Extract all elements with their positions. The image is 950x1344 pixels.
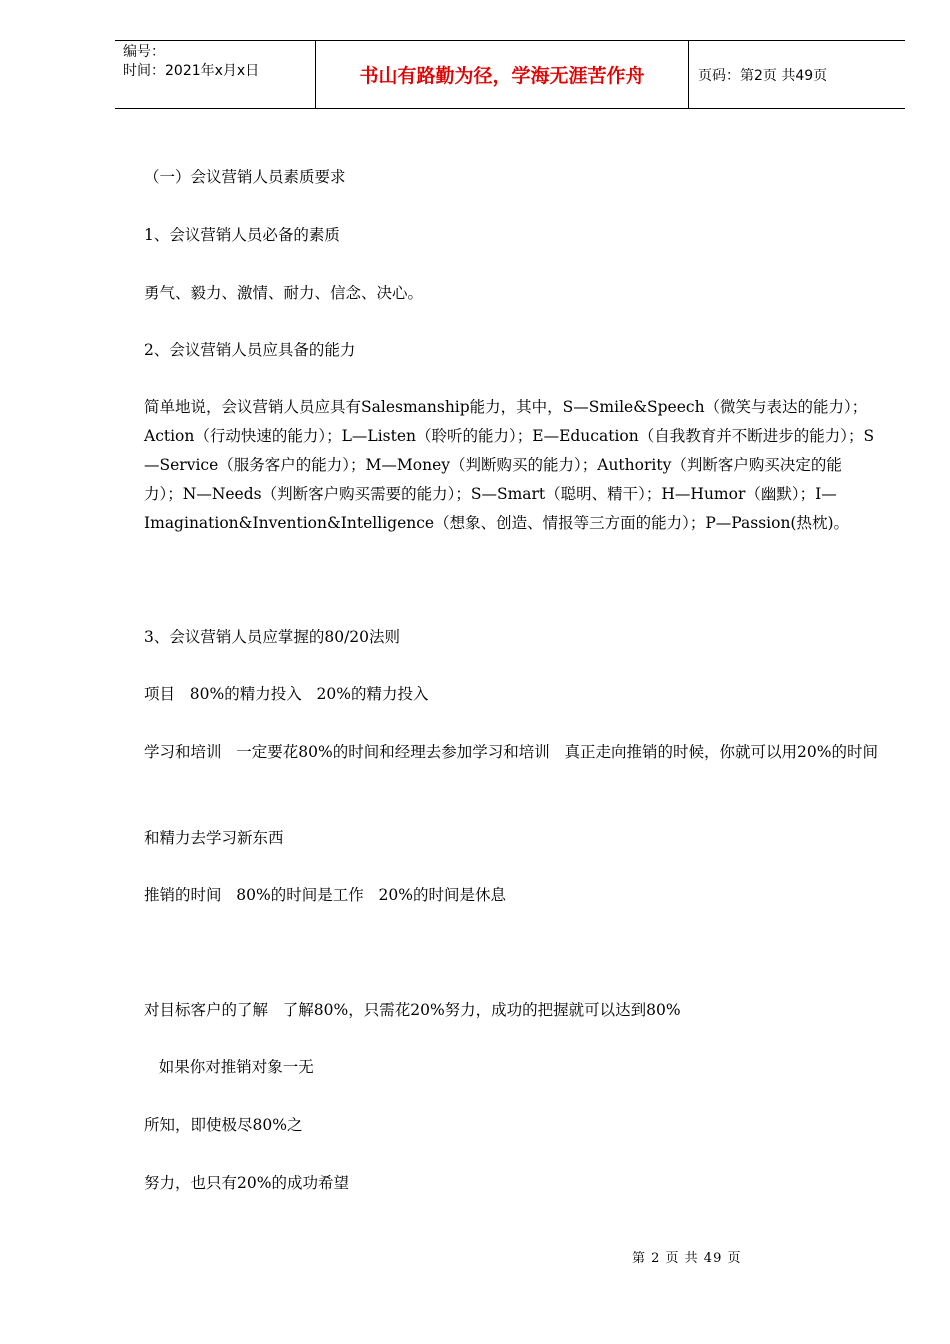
rule-row-target-clients: 对目标客户的了解 了解80%，只需花20%努力，成功的把握就可以达到80% [144,1001,681,1019]
rule-row-learning-continued: 和精力去学习新东西 [144,829,284,847]
subheading-80-20-rule: 3、会议营销人员应掌握的80/20法则 [144,628,401,646]
subheading-abilities: 2、会议营销人员应具备的能力 [144,341,356,359]
rule-row-sales-time: 推销的时间 80%的时间是工作 20%的时间是休息 [144,886,506,904]
document-number-label: 编号： [123,44,165,60]
document-date-label: 时间：2021年x月x日 [123,63,260,79]
rule-note-line-2: 所知，即使极尽80%之 [144,1116,303,1134]
rule-table-header: 项目 80%的精力投入 20%的精力投入 [144,685,429,703]
header-page-cell [689,41,905,108]
page-footer: 第 2 页 共 49 页 [632,1251,742,1266]
rule-row-learning: 学习和培训 一定要花80%的时间和经理去参加学习和培训 真正走向推销的时候，你就可以用20%的时间 [144,743,878,761]
rule-note-line-1: 如果你对推销对象一无 [144,1058,314,1076]
rule-note-line-3: 努力，也只有20%的成功希望 [144,1174,349,1192]
section-heading: （一）会议营销人员素质要求 [144,168,346,186]
abilities-paragraph: 简单地说，会议营销人员应具有Salesmanship能力，其中，S—Smile&Speech（微笑与表达的能力）；Action（行动快速的能力）；L—Listen（聆听的能力）；E—Education（自我教育并不断进步的能力）；S—Service（服务客户的能力）；M—Money（判断购买的能力）；Authority（判断客户购买决定的能力）；N—Needs（判断客户购买需要的能力）；S—Smart（聪明、精干）；H—Humor（幽默）；I—Imagination&Invention&Intelligence（想象、创造、情报等三方面的能力）；P—Passion(热枕)。 [144,398,875,532]
header-meta-cell [115,41,316,108]
qualities-list: 勇气、毅力、激情、耐力、信念、决心。 [144,284,424,302]
subheading-required-qualities: 1、会议营销人员必备的素质 [144,226,340,244]
header-motto: 书山有路勤为径，学海无涯苦作舟 [359,65,645,87]
header-page-info: 页码：第2页 共49页 [698,68,828,84]
header-motto-cell [316,41,689,108]
page-header [115,40,905,109]
